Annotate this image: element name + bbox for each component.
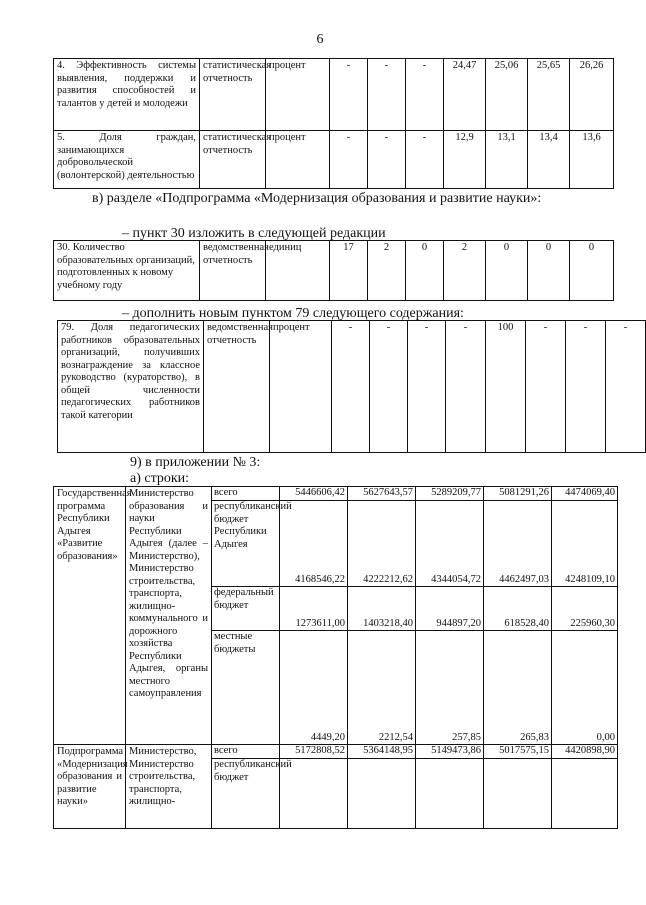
indicator-value: 17: [330, 241, 368, 301]
indicator-value: -: [446, 321, 486, 453]
finance-value: 2212,54: [348, 631, 416, 745]
indicator-value: -: [370, 321, 408, 453]
financing-table: [53, 486, 618, 829]
indicator-value: 12,9: [444, 131, 486, 189]
table-row: [54, 487, 618, 501]
indicator-value: -: [330, 131, 368, 189]
indicator-value: -: [368, 131, 406, 189]
indicator-name: 79. Доля педагогических работников образовательных организаций, получивших вознаграждение за классное руководство (кураторство), в общей численности педагогических работников такой категории: [58, 321, 204, 453]
finance-value: 0,00: [552, 631, 618, 745]
finance-value: [552, 759, 618, 829]
indicators-table-2: [53, 240, 614, 301]
paragraph-item-30: – пункт 30 изложить в следующей редакции: [122, 226, 386, 241]
indicator-unit: процент: [266, 131, 330, 189]
indicator-value: -: [368, 59, 406, 131]
indicator-value: -: [330, 59, 368, 131]
indicator-value: 2: [368, 241, 406, 301]
finance-value: 5627643,57: [348, 487, 416, 501]
paragraph-section-v-text: в) разделе «Подпрограмма «Модернизация образования и развитие науки»:: [92, 191, 542, 206]
indicator-name: 5. Доля граждан, занимающихся добровольческой (волонтерской) деятельностью: [54, 131, 200, 189]
indicator-unit: единиц: [266, 241, 330, 301]
indicator-value: -: [566, 321, 606, 453]
indicator-unit: процент: [266, 59, 330, 131]
paragraph-item-79: – дополнить новым пунктом 79 следующего содержания:: [122, 306, 464, 321]
finance-value: [348, 759, 416, 829]
indicator-value: 26,26: [570, 59, 614, 131]
indicator-value: -: [408, 321, 446, 453]
indicator-source: ведомственная отчетность: [200, 241, 266, 301]
finance-value: 4462497,03: [484, 501, 552, 587]
indicator-unit: процент: [270, 321, 332, 453]
finance-value: 225960,30: [552, 587, 618, 631]
finance-label: всего: [212, 487, 280, 501]
table-row: [54, 131, 614, 189]
indicator-value: 25,65: [528, 59, 570, 131]
finance-label: местные бюджеты: [212, 631, 280, 745]
indicator-value: 25,06: [486, 59, 528, 131]
indicator-value: -: [606, 321, 646, 453]
finance-value: [416, 759, 484, 829]
indicator-value: 0: [486, 241, 528, 301]
indicator-value: -: [526, 321, 566, 453]
finance-value: 4168546,22: [280, 501, 348, 587]
indicator-value: 24,47: [444, 59, 486, 131]
finance-value: 4248109,10: [552, 501, 618, 587]
finance-value: 1403218,40: [348, 587, 416, 631]
finance-value: 4420898,90: [552, 745, 618, 759]
table-row: [54, 241, 614, 301]
finance-value: 1273611,00: [280, 587, 348, 631]
indicator-value: 0: [570, 241, 614, 301]
finance-value: 4344054,72: [416, 501, 484, 587]
indicator-value: 2: [444, 241, 486, 301]
finance-value: 944897,20: [416, 587, 484, 631]
executor-name: Министерство, Министерство строительства, транспорта, жилищно-: [126, 745, 212, 829]
indicators-table-3: [57, 320, 646, 453]
finance-value: 4449,20: [280, 631, 348, 745]
indicator-name: 30. Количество образовательных организаций, подготовленных к новому учебному году: [54, 241, 200, 301]
program-name: Государственная программа Республики Адыгея «Развитие образования»: [54, 487, 126, 745]
indicator-value: 0: [406, 241, 444, 301]
finance-value: [484, 759, 552, 829]
indicator-source: ведомственная отчетность: [204, 321, 270, 453]
finance-label: республиканский бюджет: [212, 759, 280, 829]
finance-value: 5149473,86: [416, 745, 484, 759]
finance-value: 5017575,15: [484, 745, 552, 759]
indicator-value: -: [406, 131, 444, 189]
indicator-source: статистическая отчетность: [200, 59, 266, 131]
table-row: [54, 745, 618, 759]
finance-value: 4222212,62: [348, 501, 416, 587]
indicator-value: -: [332, 321, 370, 453]
paragraph-section-v: [92, 190, 592, 207]
finance-value: 618528,40: [484, 587, 552, 631]
indicator-name: 4. Эффективность системы выявления, поддержки и развития способностей и талантов у детей и молодежи: [54, 59, 200, 131]
paragraph-appendix-3: 9) в приложении № 3:: [130, 455, 261, 470]
finance-value: 5172808,52: [280, 745, 348, 759]
table-row: [54, 59, 614, 131]
finance-value: 5081291,26: [484, 487, 552, 501]
finance-label: всего: [212, 745, 280, 759]
indicator-value: 13,6: [570, 131, 614, 189]
finance-value: 265,83: [484, 631, 552, 745]
finance-value: 4474069,40: [552, 487, 618, 501]
indicator-source: статистическая отчетность: [200, 131, 266, 189]
indicators-table-1: [53, 58, 614, 189]
indicator-value: 13,1: [486, 131, 528, 189]
finance-value: 5364148,95: [348, 745, 416, 759]
indicator-value: 13,4: [528, 131, 570, 189]
finance-value: 5446606,42: [280, 487, 348, 501]
indicator-value: 100: [486, 321, 526, 453]
program-name: Подпрограмма «Модернизация образования и развитие науки»: [54, 745, 126, 829]
indicator-value: 0: [528, 241, 570, 301]
executor-name: Министерство образования и науки Республики Адыгея (далее – Министерство), Министерство строительства, транспорта, жилищно-коммунального и дорожного хозяйства Республики Адыгея, органы местного самоуправления: [126, 487, 212, 745]
finance-label: республиканский бюджет Республики Адыгея: [212, 501, 280, 587]
paragraph-rows: а) строки:: [130, 471, 190, 486]
finance-label: федеральный бюджет: [212, 587, 280, 631]
finance-value: 257,85: [416, 631, 484, 745]
table-row: [58, 321, 646, 453]
indicator-value: -: [406, 59, 444, 131]
page-number: 6: [316, 32, 324, 47]
finance-value: 5289209,77: [416, 487, 484, 501]
